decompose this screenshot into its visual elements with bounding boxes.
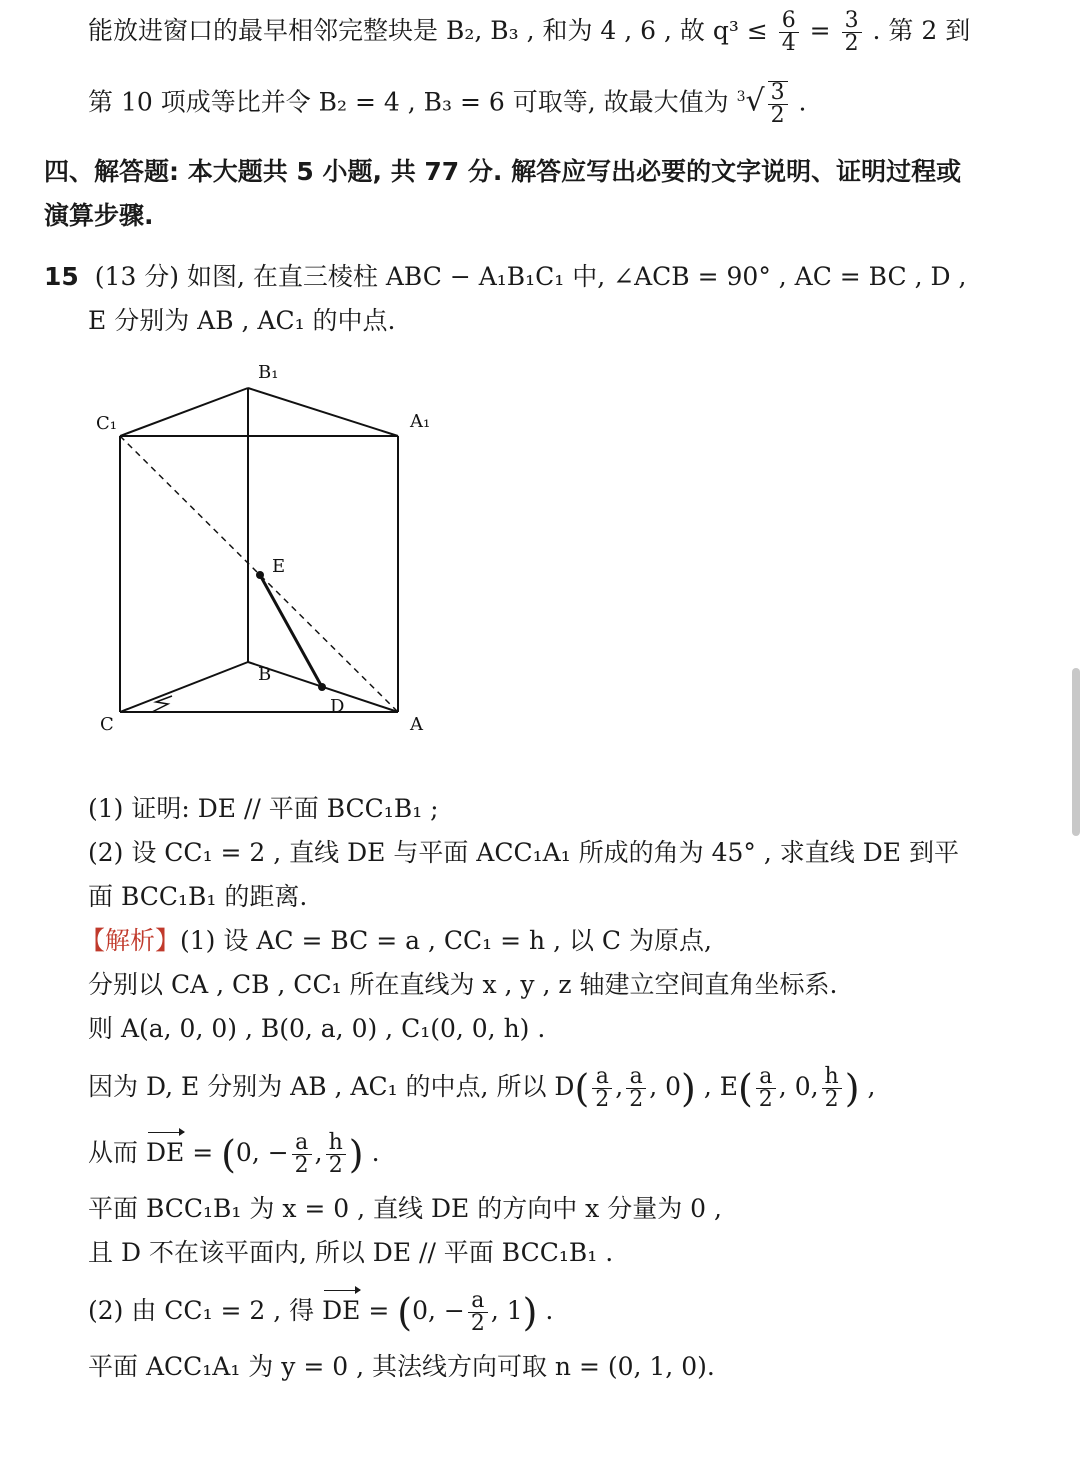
solution-line-3: 则 A(a, 0, 0) , B(0, a, 0) , C₁(0, 0, h) . — [88, 1014, 546, 1043]
fraction: $\frac{6}{4}$ — [779, 10, 799, 55]
fraction: $\frac{a}{2}$ — [626, 1066, 646, 1111]
label-d: D — [330, 696, 345, 717]
fraction: $\frac{h}{2}$ — [326, 1132, 346, 1177]
label-b1: B₁ — [258, 362, 279, 383]
prism-figure — [90, 350, 450, 750]
solution-line-4: 因为 D, E 分别为 AB , AC₁ 的中点, 所以 D( $\frac{a}{2}$ , $\frac{a}{2}$ , 0) , E( $\frac{a}{2}$ , 0, $\frac{h}{2}$ ) , — [88, 1064, 876, 1112]
point-e — [256, 571, 264, 579]
solution-line-8: (2) 由 CC₁ = 2 , 得 DE = (0, − $\frac{a}{2}$ , 1) . — [88, 1288, 554, 1336]
solution-line-6: 平面 BCC₁B₁ 为 x = 0 , 直线 DE 的方向中 x 分量为 0 , — [88, 1194, 722, 1223]
problem-line-1: 15 (13 分) 如图, 在直三棱柱 ABC − A₁B₁C₁ 中, ∠ACB = 90° , AC = BC , D , — [44, 262, 967, 291]
label-a: A — [410, 714, 423, 735]
solution-tag: 【解析】 — [80, 926, 181, 955]
section-heading-line-2: 演算步骤. — [44, 201, 154, 230]
scrollbar-thumb[interactable] — [1072, 668, 1080, 836]
question-2-line-1: (2) 设 CC₁ = 2 , 直线 DE 与平面 ACC₁A₁ 所成的角为 45° , 求直线 DE 到平 — [88, 838, 959, 867]
prev-line-1: 能放进窗口的最早相邻完整块是 B₂, B₃ , 和为 4 , 6 , 故 q³ ≤ $\frac{6}{4}$ = $\frac{3}{2}$ . 第 2 到 — [88, 8, 971, 56]
edge-c1-b1 — [120, 388, 248, 436]
text: 能放进窗口的最早相邻完整块是 B₂, B₃ , 和为 4 , 6 , 故 q³ ≤ — [88, 16, 776, 45]
fraction: $\frac{h}{2}$ — [822, 1066, 842, 1111]
solution-line-9: 平面 ACC₁A₁ 为 y = 0 , 其法线方向可取 n = (0, 1, 0). — [88, 1352, 715, 1381]
sqrt-sign: √ — [745, 83, 765, 119]
label-c: C — [100, 714, 114, 735]
solution-line-2: 分别以 CA , CB , CC₁ 所在直线为 x , y , z 轴建立空间直角坐标系. — [88, 970, 838, 999]
vector-de: DE — [322, 1294, 360, 1328]
vector-de: DE — [146, 1136, 184, 1170]
solution-line-1: 【解析】(1) 设 AC = BC = a , CC₁ = h , 以 C 为原点, — [80, 926, 712, 955]
problem-number: 15 — [44, 262, 79, 291]
root-index: 3 — [736, 89, 746, 105]
fraction: $\frac{a}{2}$ — [592, 1066, 612, 1111]
edge-b1-a1 — [248, 388, 398, 436]
fraction: $\frac{a}{2}$ — [468, 1290, 488, 1335]
label-c1: C₁ — [96, 413, 117, 434]
point-d — [318, 683, 326, 691]
label-b: B — [258, 664, 272, 685]
prev-line-2: 第 10 项成等比并令 B₂ = 4 , B₃ = 6 可取等, 故最大值为 $^3$√ $\frac{3}{2}$ . — [88, 79, 807, 128]
fraction: $\frac{3}{2}$ — [768, 81, 788, 127]
problem-line-2: E 分别为 AB , AC₁ 的中点. — [88, 306, 396, 335]
section-heading-line-1: 四、解答题: 本大题共 5 小题, 共 77 分. 解答应写出必要的文字说明、证明过程或 — [44, 157, 962, 186]
edge-c-b — [120, 662, 248, 712]
label-a1: A₁ — [410, 411, 431, 432]
fraction: $\frac{3}{2}$ — [842, 10, 862, 55]
fraction: $\frac{a}{2}$ — [292, 1132, 312, 1177]
question-1: (1) 证明: DE // 平面 BCC₁B₁ ; — [88, 794, 439, 823]
solution-line-5: 从而 DE = (0, − $\frac{a}{2}$ , $\frac{h}{2}$ ) . — [88, 1130, 380, 1178]
label-e: E — [272, 556, 286, 577]
question-2-line-2: 面 BCC₁B₁ 的距离. — [88, 882, 308, 911]
fraction: $\frac{a}{2}$ — [756, 1066, 776, 1111]
solution-line-7: 且 D 不在该平面内, 所以 DE // 平面 BCC₁B₁ . — [88, 1238, 614, 1267]
